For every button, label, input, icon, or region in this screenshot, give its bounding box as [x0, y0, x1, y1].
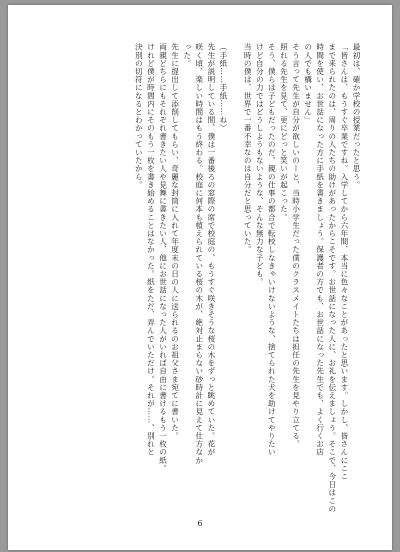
text-line: そう、僕らは子どもだったのだ。親の仕事の都合で転校しなきゃいけないような、捨てられた犬を助けてやりたい	[267, 43, 277, 457]
text-line: 先生に提出して添削してもらい、奇麗な封筒に入れて年度末の日の人に送られるのお祖父さま宛てに書いた。	[170, 43, 180, 440]
book-page	[8, 5, 392, 550]
text-line: 咲く頃、楽しい時間はもう終わる。校庭に何本も植えられている桜の木が、絶対止まらない砂時計に見えて仕方なか	[194, 43, 204, 465]
text-line: 先生が説明している間、僕は一番後ろの窓際の席で校庭の、もうすぐ咲きそうな桜の木をずっと眺めていた。花が	[206, 43, 216, 457]
page-number: 6	[197, 519, 203, 528]
text-line: 時間を使い、お世話になった方に手紙を書きましょう。保護者の方でも、お世話になった先生でも、よく行くお店	[315, 43, 325, 457]
text-line: った。	[182, 43, 192, 68]
text-line: けど自分の力ではどうしようもないような、そんな無力な子ども。	[255, 43, 265, 286]
text-line: 最初は、確か学校の授業だったと思う。	[352, 43, 361, 189]
text-line: けれど僕が時間内にそのもう一枚を書き始めることはなかった。紙をただ、弄んでいただけ。それが……、別れと	[146, 43, 156, 457]
text-line: の人でも構いません」	[303, 43, 313, 124]
text-line: 両親どちらにもそれぞれ書きたい人や見舞に書きたい人、他にお世話になった人がいれば自由に書けるもう一枚の紙。	[158, 43, 168, 473]
text-line: まで来られたのは、周りの人たちの助けがあったからこそです。お世話になった人に、お礼を伝えましょう。そこで、今日はこの	[327, 43, 337, 513]
text-line: そう言って先生が自分が欲しいのーと、当時小学生だった僕のクラスメイトたちは担任の先生を見やり立てる。	[291, 43, 301, 448]
text-line: 照れる先生を見て、更にどっと笑いが起こった。	[279, 43, 289, 222]
text-line: （手紙……手紙……ね）	[218, 43, 228, 133]
text-line: 「皆さんは、もうすぐ卒業ですね。入学してから六年間、本当に色々なことがあったと思います。しかし、皆さんにここ	[339, 43, 349, 481]
text-line: 当時の僕は、世界で一番不幸なのは自分だと思っていた。	[243, 43, 253, 254]
vertical-text-body	[132, 43, 362, 513]
text-line: 決別の切符になるとわかっていたから。	[134, 43, 144, 189]
blank-line	[229, 43, 241, 498]
